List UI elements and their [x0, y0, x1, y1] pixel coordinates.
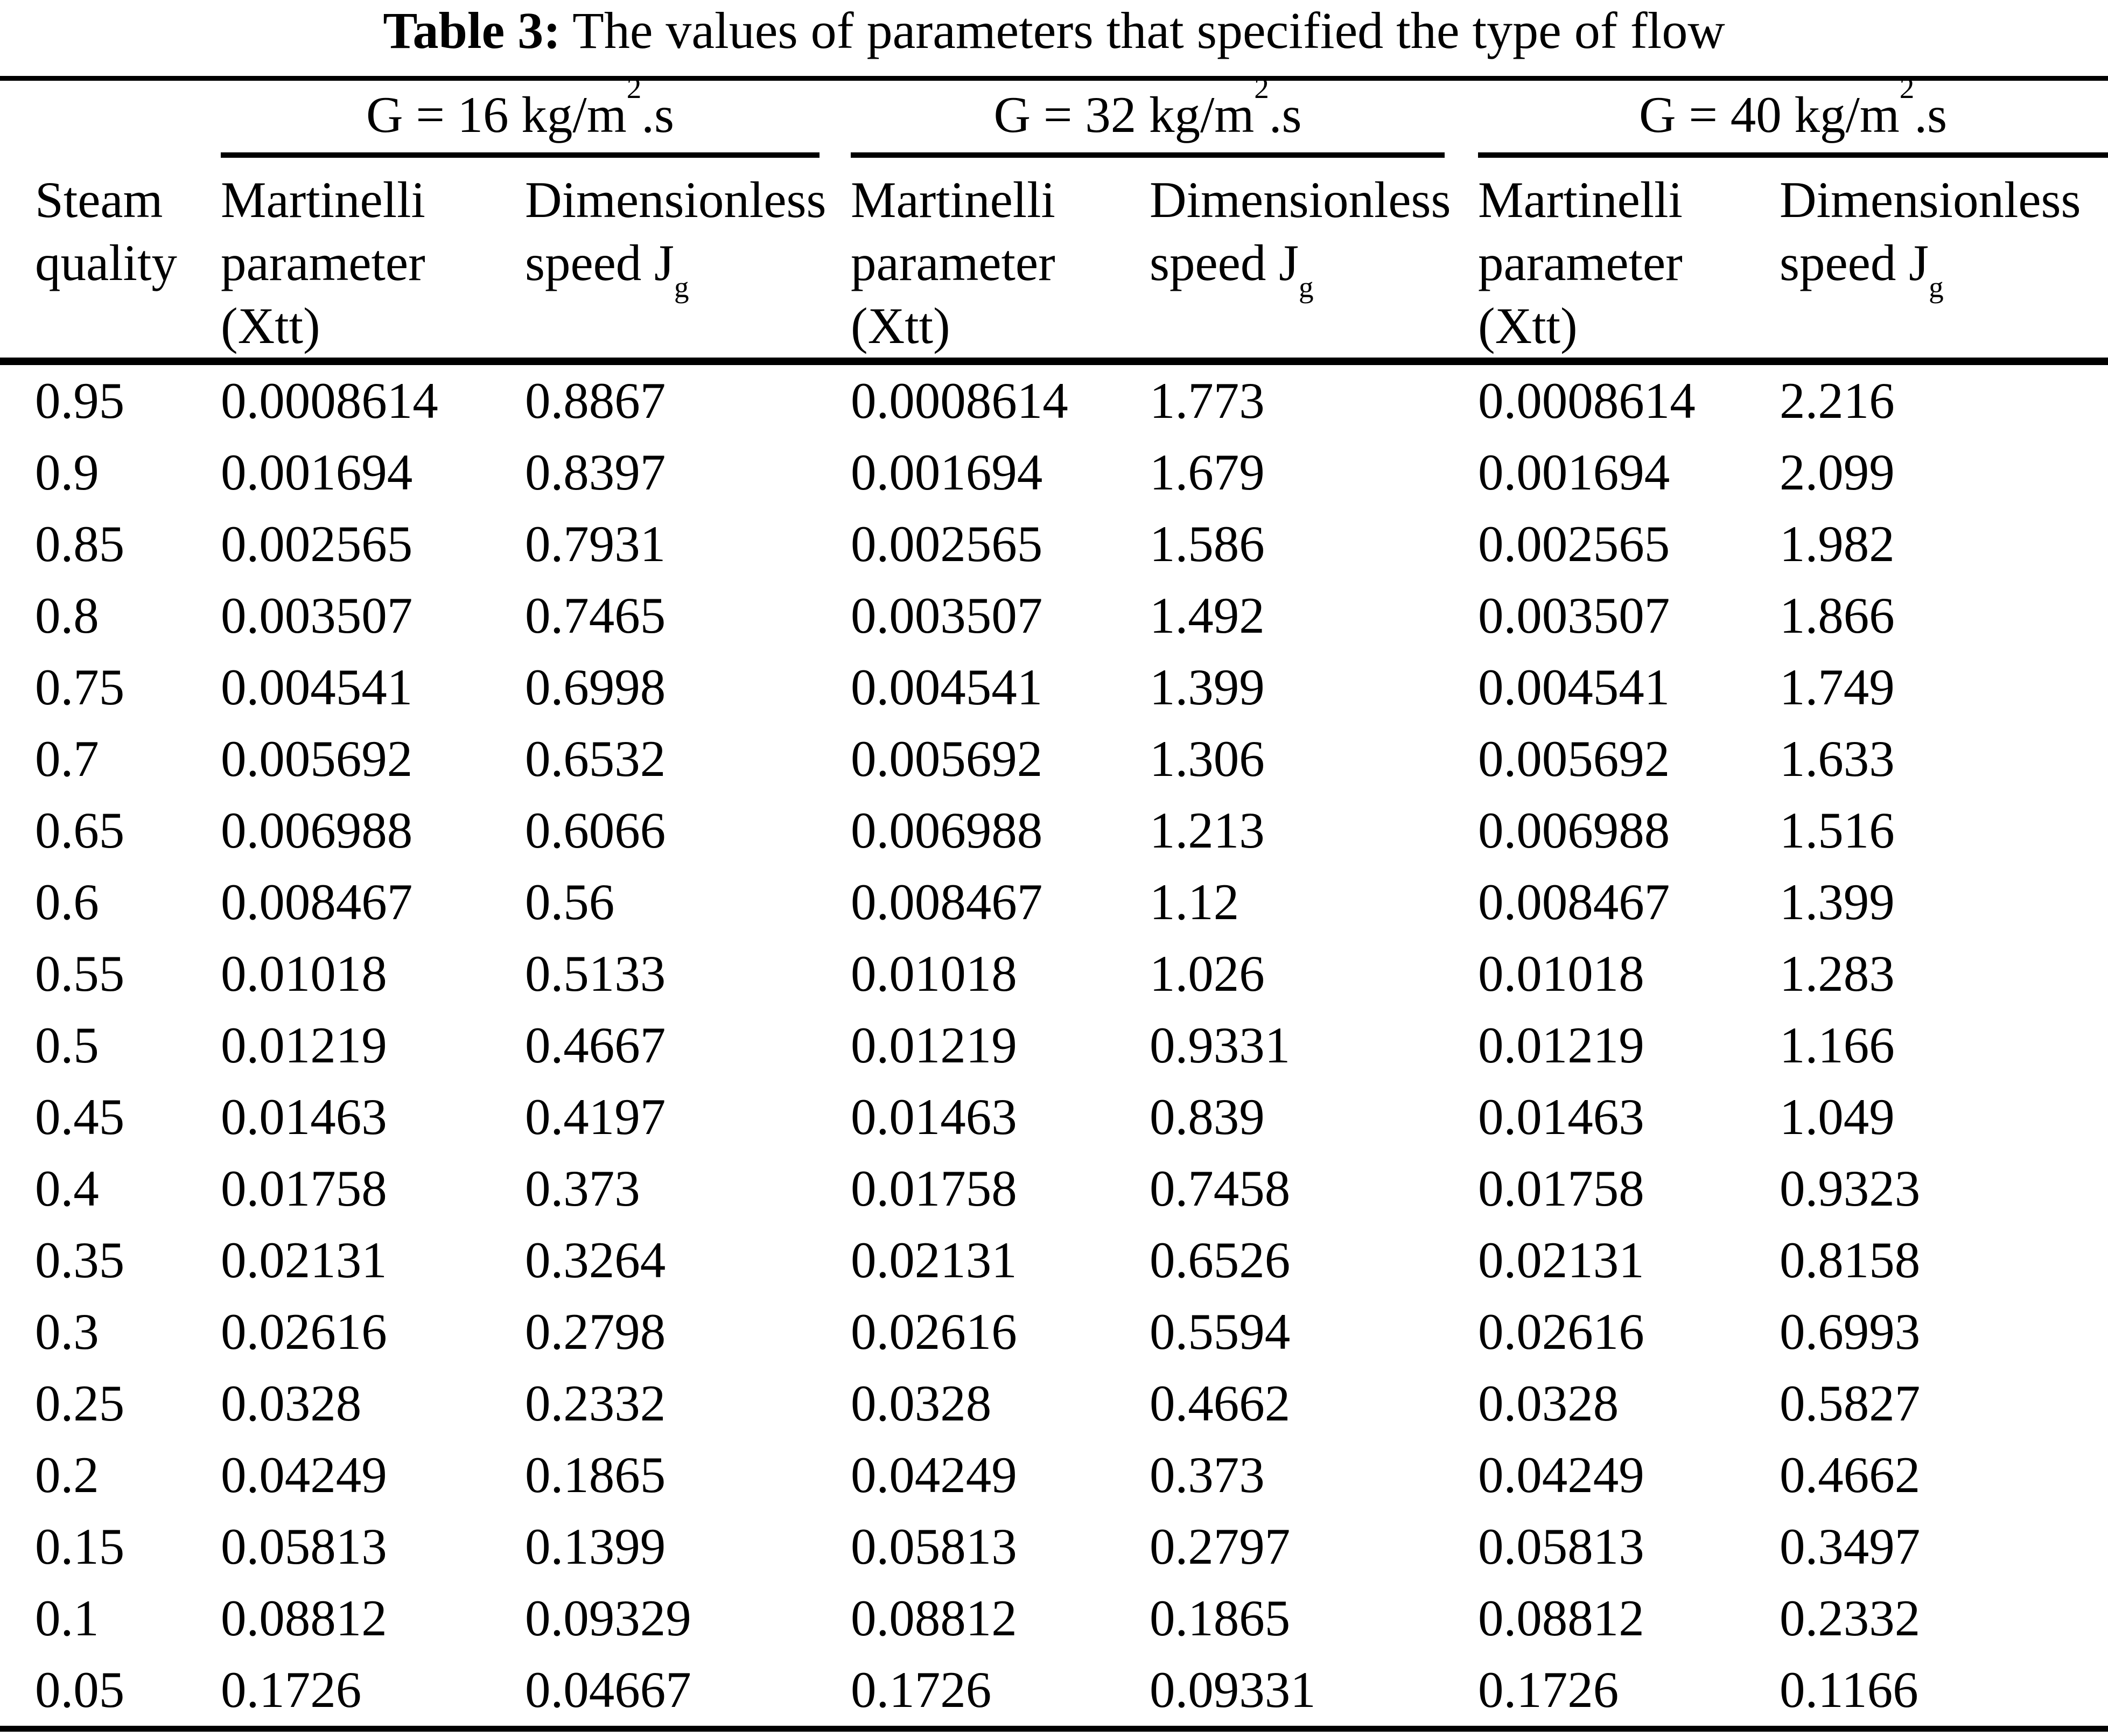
value-cell: 0.001694	[851, 443, 1043, 501]
value-cell: 1.049	[1780, 1088, 1895, 1145]
caption-label: Table 3:	[383, 2, 561, 59]
col-header-martinelli-g16: Martinelli parameter (Xtt)	[221, 158, 525, 361]
steam-quality-cell: 0.3	[35, 1303, 99, 1360]
steam-quality-cell: 0.2	[35, 1446, 99, 1503]
value-cell: 0.1726	[1478, 1661, 1619, 1718]
value-cell: 0.004541	[1478, 658, 1670, 716]
table-row	[0, 1368, 2108, 1439]
superscript: 2	[1899, 71, 1915, 104]
table-row	[0, 866, 2108, 938]
value-cell: 0.09329	[525, 1589, 691, 1647]
value-cell: 0.0328	[1478, 1374, 1619, 1432]
value-cell: 0.0008614	[221, 372, 438, 429]
value-cell: 0.008467	[851, 873, 1043, 930]
steam-quality-cell: 0.45	[35, 1088, 125, 1145]
table-row	[0, 795, 2108, 866]
group-header-g40	[1478, 71, 2108, 158]
value-cell: 0.002565	[1478, 515, 1670, 572]
steam-quality-cell: 0.7	[35, 730, 99, 787]
steam-quality-cell: 0.1	[35, 1589, 99, 1647]
value-cell: 0.01463	[221, 1088, 387, 1145]
value-cell: 0.373	[525, 1159, 640, 1217]
table-row	[0, 1654, 2108, 1729]
table-row	[0, 1224, 2108, 1296]
value-cell: 0.005692	[1478, 730, 1670, 787]
value-cell: 0.1865	[1150, 1589, 1291, 1647]
value-cell: 0.002565	[851, 515, 1043, 572]
group-header-row	[0, 79, 2108, 158]
value-cell: 0.2797	[1150, 1517, 1291, 1575]
value-cell: 0.2798	[525, 1303, 666, 1360]
steam-quality-cell: 0.75	[35, 658, 125, 716]
steam-quality-cell: 0.6	[35, 873, 99, 930]
value-cell: 0.01018	[851, 944, 1017, 1002]
value-cell: 0.008467	[221, 873, 413, 930]
value-cell: 0.003507	[851, 586, 1043, 644]
value-cell: 0.0008614	[1478, 372, 1696, 429]
table-row	[0, 508, 2108, 580]
value-cell: 0.01463	[851, 1088, 1017, 1145]
value-cell: 0.5827	[1780, 1374, 1921, 1432]
value-cell: 0.6993	[1780, 1303, 1921, 1360]
superscript: 2	[1254, 71, 1269, 104]
col-header-text: Dimensionless speed J	[525, 171, 827, 291]
subscript: g	[674, 270, 689, 304]
value-cell: 1.026	[1150, 944, 1265, 1002]
value-cell: 1.12	[1150, 873, 1239, 930]
value-cell: 0.7458	[1150, 1159, 1291, 1217]
value-cell: 1.633	[1780, 730, 1895, 787]
value-cell: 0.003507	[221, 586, 413, 644]
table-body	[0, 361, 2108, 1729]
table-row	[0, 437, 2108, 508]
value-cell: 0.02131	[221, 1231, 387, 1289]
value-cell: 2.099	[1780, 443, 1895, 501]
steam-quality-cell: 0.65	[35, 801, 125, 859]
value-cell: 0.006988	[851, 801, 1043, 859]
col-header-dimensionless-g32	[1150, 158, 1478, 361]
caption-text: The values of parameters that specified the type of flow	[572, 2, 1725, 59]
value-cell: 0.01758	[851, 1159, 1017, 1217]
group-header-g32	[851, 71, 1478, 158]
steam-quality-cell: 0.4	[35, 1159, 99, 1217]
group-label-unit: .s	[1914, 86, 1948, 143]
value-cell: 0.02131	[1478, 1231, 1644, 1289]
value-cell: 0.0008614	[851, 372, 1068, 429]
value-cell: 0.1726	[851, 1661, 992, 1718]
steam-quality-cell: 0.05	[35, 1661, 125, 1718]
value-cell: 0.6998	[525, 658, 666, 716]
value-cell: 0.7931	[525, 515, 666, 572]
table-row	[0, 1081, 2108, 1153]
group-label: G = 40 kg/m	[1639, 86, 1900, 143]
group-label-unit: .s	[1269, 86, 1302, 143]
value-cell: 0.02616	[851, 1303, 1017, 1360]
value-cell: 0.5133	[525, 944, 666, 1002]
value-cell: 0.3497	[1780, 1517, 1921, 1575]
steam-quality-cell: 0.8	[35, 586, 99, 644]
value-cell: 0.6526	[1150, 1231, 1291, 1289]
steam-quality-cell: 0.5	[35, 1016, 99, 1074]
value-cell: 0.4662	[1780, 1446, 1921, 1503]
value-cell: 0.01219	[221, 1016, 387, 1074]
value-cell: 1.166	[1780, 1016, 1895, 1074]
corner-cell	[0, 79, 221, 158]
group-header-g16	[221, 71, 851, 158]
col-header-martinelli-g40: Martinelli parameter (Xtt)	[1478, 158, 1780, 361]
parameters-table	[0, 71, 2108, 1732]
value-cell: 0.6532	[525, 730, 666, 787]
value-cell: 0.01018	[221, 944, 387, 1002]
value-cell: 0.004541	[221, 658, 413, 716]
subscript: g	[1929, 270, 1944, 304]
value-cell: 0.9331	[1150, 1016, 1291, 1074]
value-cell: 0.01463	[1478, 1088, 1644, 1145]
col-header-text: Dimensionless speed J	[1780, 171, 2081, 291]
value-cell: 1.866	[1780, 586, 1895, 644]
group-label: G = 32 kg/m	[993, 86, 1255, 143]
value-cell: 0.56	[525, 873, 615, 930]
value-cell: 0.01018	[1478, 944, 1644, 1002]
value-cell: 1.749	[1780, 658, 1895, 716]
group-label: G = 16 kg/m	[366, 86, 627, 143]
value-cell: 1.773	[1150, 372, 1265, 429]
value-cell: 0.006988	[221, 801, 413, 859]
value-cell: 0.004541	[851, 658, 1043, 716]
value-cell: 2.216	[1780, 372, 1895, 429]
value-cell: 0.02616	[1478, 1303, 1644, 1360]
value-cell: 0.008467	[1478, 873, 1670, 930]
value-cell: 0.05813	[1478, 1517, 1644, 1575]
table-row	[0, 1153, 2108, 1224]
table-row	[0, 1439, 2108, 1511]
value-cell: 0.01758	[1478, 1159, 1644, 1217]
value-cell: 0.08812	[221, 1589, 387, 1647]
value-cell: 0.08812	[1478, 1589, 1644, 1647]
value-cell: 1.516	[1780, 801, 1895, 859]
col-header-text: Dimensionless speed J	[1150, 171, 1451, 291]
value-cell: 0.001694	[1478, 443, 1670, 501]
subscript: g	[1299, 270, 1314, 304]
value-cell: 0.0328	[851, 1374, 992, 1432]
value-cell: 0.4667	[525, 1016, 666, 1074]
value-cell: 0.1166	[1780, 1661, 1918, 1718]
value-cell: 0.002565	[221, 515, 413, 572]
value-cell: 1.399	[1780, 873, 1895, 930]
steam-quality-cell: 0.35	[35, 1231, 125, 1289]
value-cell: 0.0328	[221, 1374, 362, 1432]
value-cell: 0.839	[1150, 1088, 1265, 1145]
value-cell: 0.02131	[851, 1231, 1017, 1289]
value-cell: 0.02616	[221, 1303, 387, 1360]
value-cell: 0.01758	[221, 1159, 387, 1217]
table-row	[0, 652, 2108, 723]
value-cell: 1.306	[1150, 730, 1265, 787]
value-cell: 1.982	[1780, 515, 1895, 572]
steam-quality-cell: 0.9	[35, 443, 99, 501]
value-cell: 0.7465	[525, 586, 666, 644]
value-cell: 0.373	[1150, 1446, 1265, 1503]
value-cell: 0.4197	[525, 1088, 666, 1145]
table-row	[0, 723, 2108, 795]
value-cell: 0.8158	[1780, 1231, 1921, 1289]
steam-quality-cell: 0.85	[35, 515, 125, 572]
value-cell: 0.09331	[1150, 1661, 1316, 1718]
value-cell: 0.005692	[851, 730, 1043, 787]
value-cell: 0.01219	[1478, 1016, 1644, 1074]
value-cell: 0.4662	[1150, 1374, 1291, 1432]
value-cell: 0.04249	[221, 1446, 387, 1503]
value-cell: 0.2332	[1780, 1589, 1921, 1647]
steam-quality-cell: 0.25	[35, 1374, 125, 1432]
value-cell: 1.679	[1150, 443, 1265, 501]
value-cell: 0.08812	[851, 1589, 1017, 1647]
value-cell: 0.3264	[525, 1231, 666, 1289]
col-header-martinelli-g32: Martinelli parameter (Xtt)	[851, 158, 1150, 361]
value-cell: 0.05813	[851, 1517, 1017, 1575]
value-cell: 0.8867	[525, 372, 666, 429]
value-cell: 0.5594	[1150, 1303, 1291, 1360]
value-cell: 0.04667	[525, 1661, 691, 1718]
value-cell: 1.399	[1150, 658, 1265, 716]
superscript: 2	[626, 71, 642, 104]
value-cell: 0.04249	[851, 1446, 1017, 1503]
steam-quality-cell: 0.55	[35, 944, 125, 1002]
group-label-unit: .s	[641, 86, 675, 143]
table-row	[0, 1296, 2108, 1368]
col-header-dimensionless-g40	[1780, 158, 2108, 361]
value-cell: 0.1865	[525, 1446, 666, 1503]
table-row	[0, 1583, 2108, 1654]
value-cell: 0.1399	[525, 1517, 666, 1575]
value-cell: 0.01219	[851, 1016, 1017, 1074]
value-cell: 0.1726	[221, 1661, 362, 1718]
value-cell: 1.283	[1780, 944, 1895, 1002]
value-cell: 1.492	[1150, 586, 1265, 644]
table-row	[0, 1511, 2108, 1583]
steam-quality-cell: 0.95	[35, 372, 125, 429]
table-row	[0, 361, 2108, 437]
col-header-steam-quality: Steam quality	[0, 158, 221, 361]
value-cell: 0.8397	[525, 443, 666, 501]
steam-quality-cell: 0.15	[35, 1517, 125, 1575]
col-header-dimensionless-g16	[525, 158, 851, 361]
value-cell: 0.9323	[1780, 1159, 1921, 1217]
value-cell: 0.05813	[221, 1517, 387, 1575]
table-caption	[0, 0, 2108, 59]
value-cell: 0.003507	[1478, 586, 1670, 644]
value-cell: 1.586	[1150, 515, 1265, 572]
value-cell: 1.213	[1150, 801, 1265, 859]
table-row	[0, 938, 2108, 1010]
table-row	[0, 580, 2108, 652]
value-cell: 0.001694	[221, 443, 413, 501]
value-cell: 0.6066	[525, 801, 666, 859]
value-cell: 0.2332	[525, 1374, 666, 1432]
value-cell: 0.005692	[221, 730, 413, 787]
table-row	[0, 1010, 2108, 1081]
value-cell: 0.006988	[1478, 801, 1670, 859]
column-header-row	[0, 158, 2108, 361]
value-cell: 0.04249	[1478, 1446, 1644, 1503]
